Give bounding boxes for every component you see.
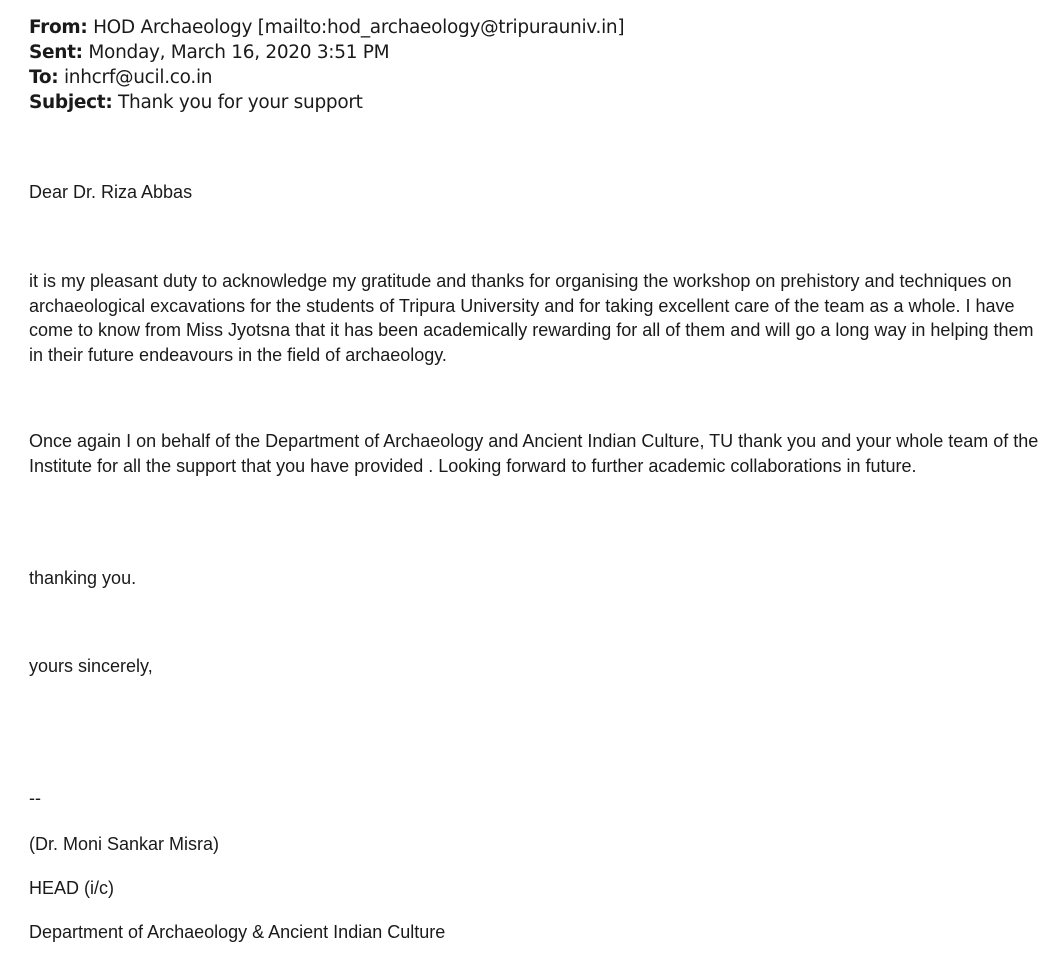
from-value: HOD Archaeology [mailto:hod_archaeology@tripurauniv.in]: [93, 17, 625, 38]
from-label: From:: [29, 17, 88, 38]
subject-line: [29, 90, 624, 115]
body-paragraph-2: Once again I on behalf of the Department of Archaeology and Ancient Indian Culture, TU thank you and your whole team of the Institute for all the support that you have provided . Looking forward to further academic collaborations in future.: [29, 431, 1039, 476]
closing-line: yours sincerely,: [29, 656, 153, 676]
sent-label: Sent:: [29, 42, 83, 63]
to-line: [29, 65, 624, 90]
body-paragraph-1: it is my pleasant duty to acknowledge my gratitude and thanks for organising the workshop on prehistory and techniques on archaeological excavations for the students of Tripura University and for taking excellent care of the team as a whole. I have come to know from Miss Jyotsna that it has been academically rewarding for all of them and will go a long way in helping them in their future endeavours in the field of archaeology.: [29, 271, 1034, 365]
signature-separator: --: [29, 788, 41, 808]
to-value: inhcrf@ucil.co.in: [63, 67, 213, 88]
signature-department: Department of Archaeology & Ancient Indian Culture: [29, 922, 446, 942]
subject-label: Subject:: [29, 92, 113, 113]
to-label: To:: [29, 67, 59, 88]
email-header: [29, 15, 624, 115]
sent-line: [29, 40, 624, 65]
sent-value: Monday, March 16, 2020 3:51 PM: [88, 42, 390, 63]
signature-name: (Dr. Moni Sankar Misra): [29, 834, 220, 854]
subject-value: Thank you for your support: [118, 92, 363, 113]
greeting: Dear Dr. Riza Abbas: [29, 182, 193, 202]
signature-title: HEAD (i/c): [29, 878, 114, 898]
from-line: [29, 15, 624, 40]
thanks-line: thanking you.: [29, 568, 137, 588]
